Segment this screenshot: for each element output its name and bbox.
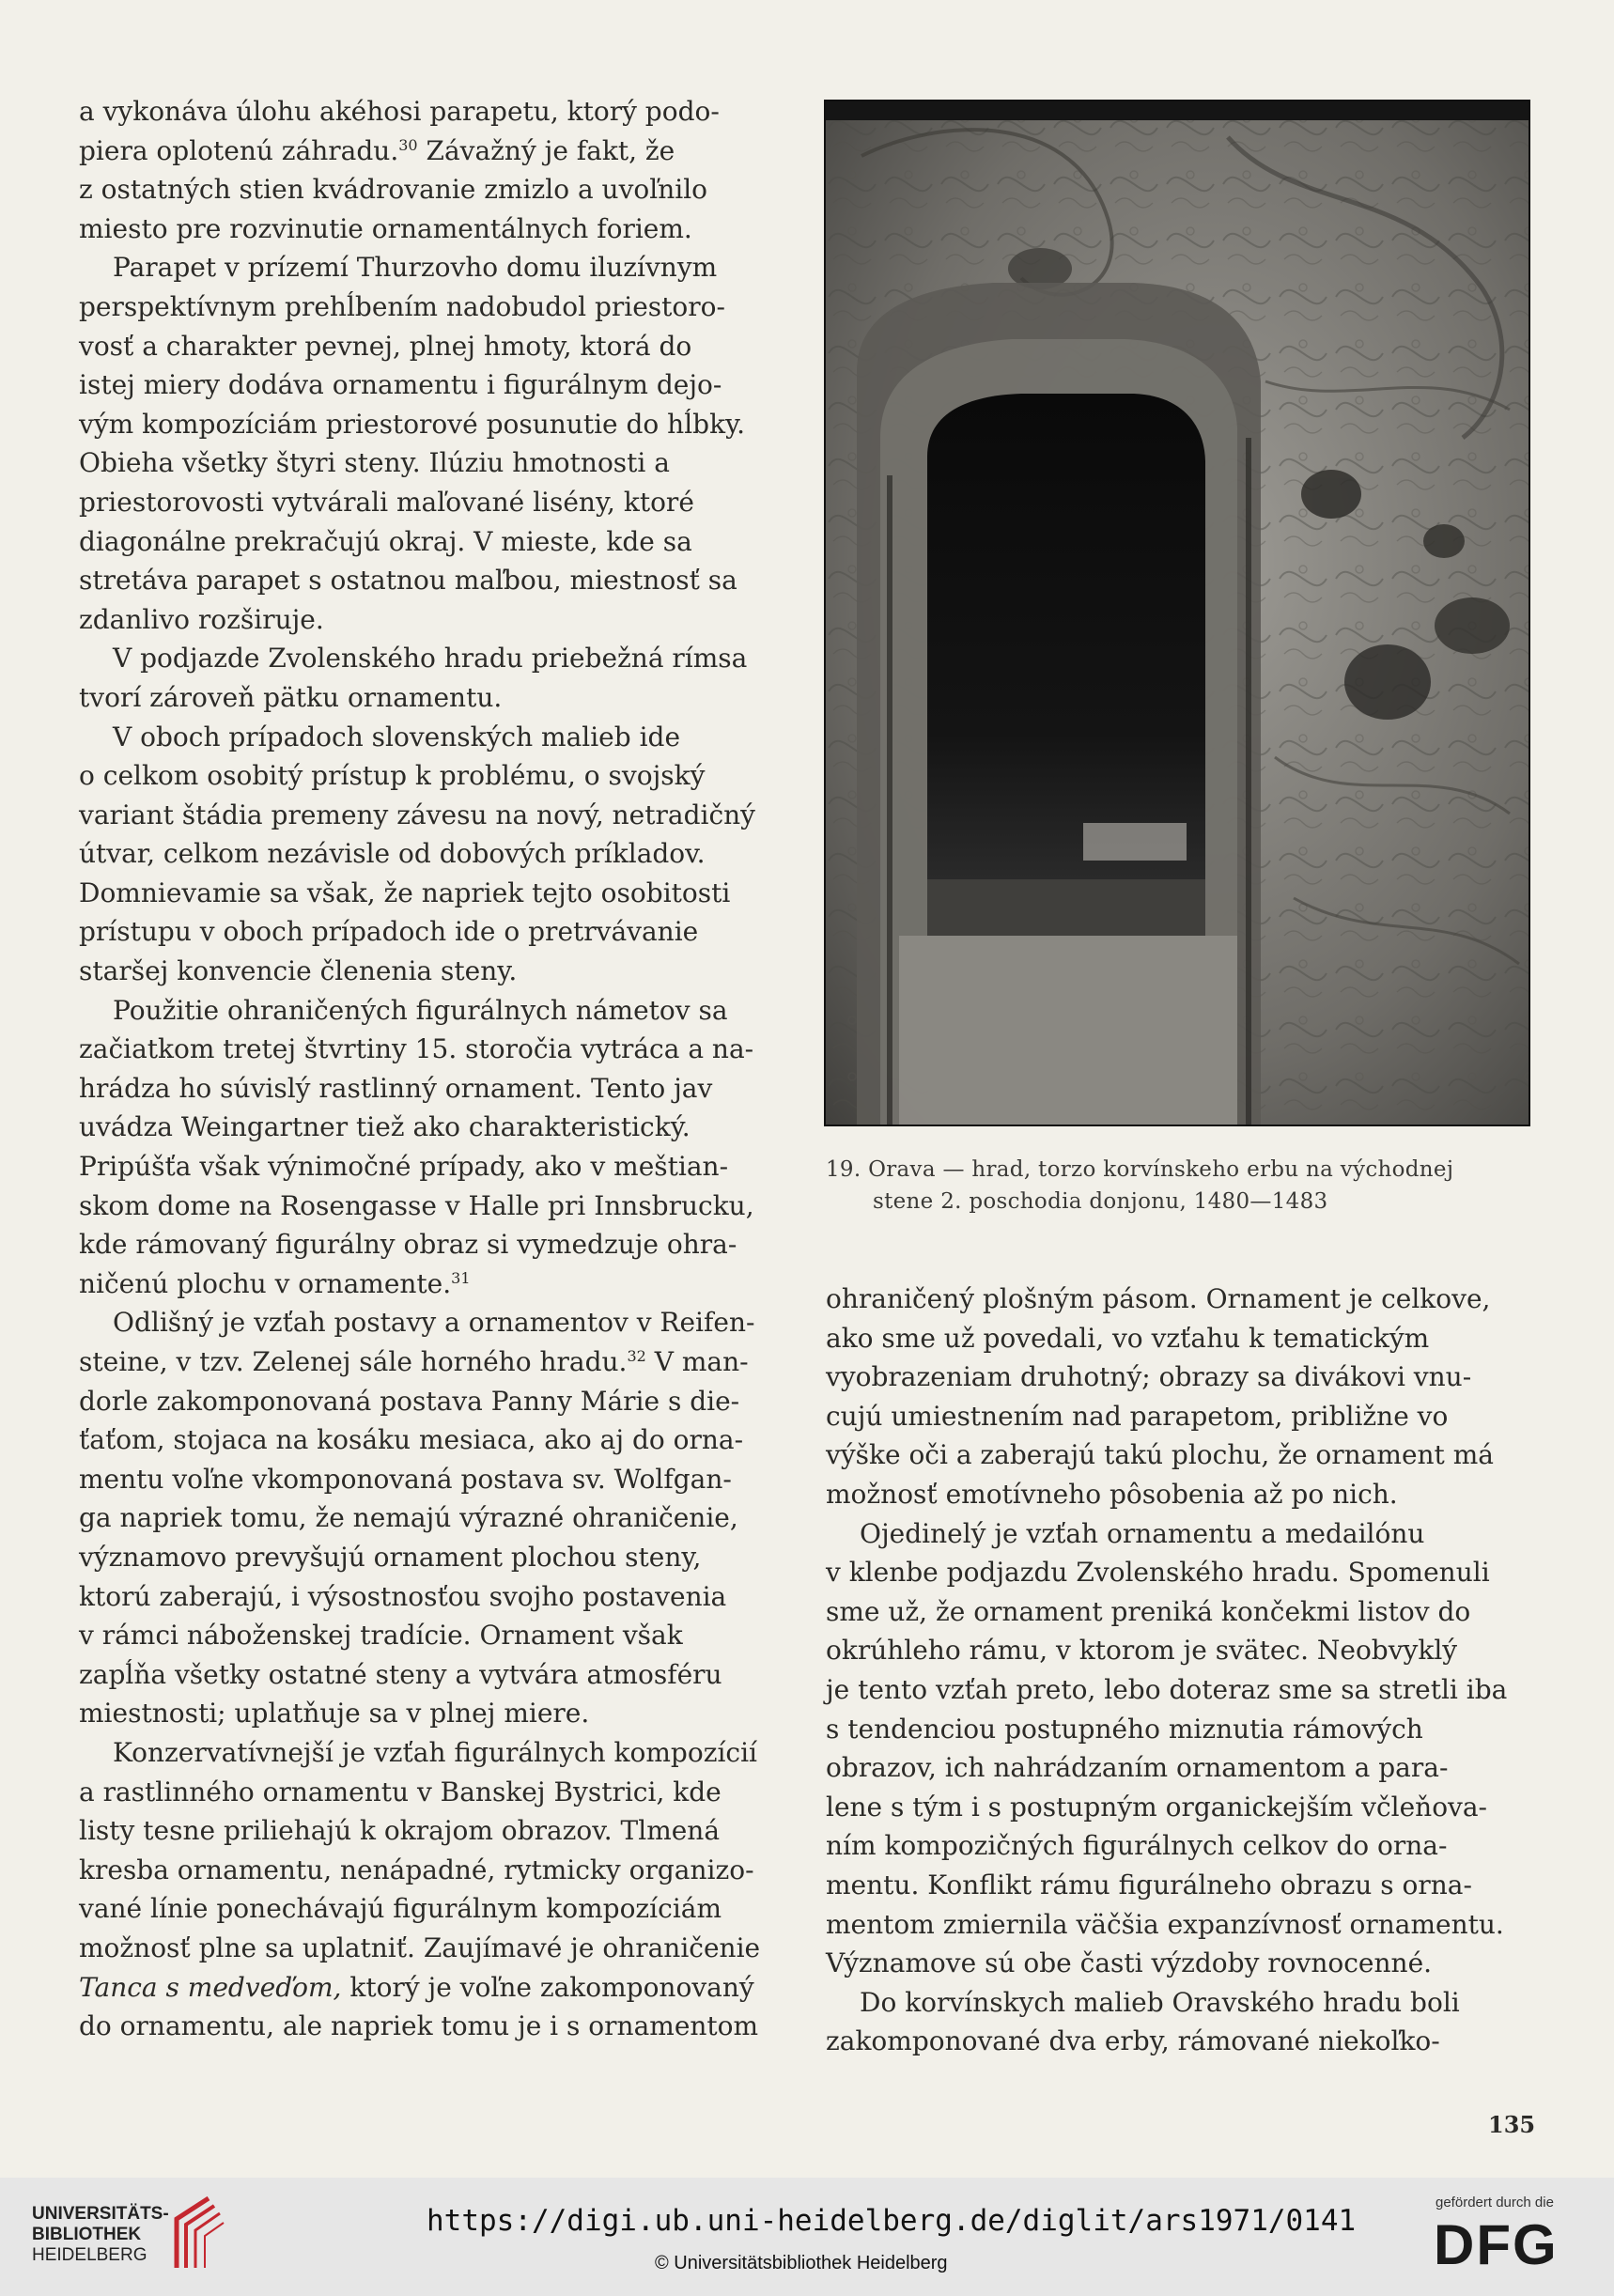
text-line: výške oči a zaberajú takú plochu, že ornament má	[826, 1439, 1494, 1471]
text-line: Významove sú obe časti výzdoby rovnocenné.	[826, 1947, 1433, 1979]
text-line: Domnievamie sa však, že napriek tejto osobitosti	[79, 877, 731, 908]
text-line: Pripúšťa však výnimočné prípady, ako v meštian-	[79, 1151, 729, 1183]
text-line: začiatkom tretej štvrtiny 15. storočia vytráca a na-	[79, 1033, 754, 1065]
text-line: okrúhleho rámu, v ktorom je svätec. Neobvyklý	[826, 1635, 1458, 1667]
text-line: V podjazde Zvolenského hradu priebežná rímsa	[113, 643, 748, 675]
text-line: listy tesne priliehajú k okrajom obrazov. Tlmená	[79, 1815, 721, 1847]
text-line: možnosť plne sa uplatniť. Zaujímavé je ohraničenie	[79, 1931, 761, 1963]
right-text-column	[826, 1280, 1531, 2061]
text-line: istej miery dodáva ornamentu i figurálnym dejo-	[79, 369, 722, 401]
text-line: obrazov, ich nahrádzaním ornamentom a para-	[826, 1752, 1449, 1784]
text-line: V man-	[645, 1346, 749, 1377]
text-line: V oboch prípadoch slovenských malieb ide	[113, 721, 681, 752]
artwork-title: Tanca s medveďom,	[79, 1971, 342, 2003]
text-line: ako sme už povedali, vo vzťahu k tematickým	[826, 1322, 1430, 1354]
text-line: prístupu v oboch prípadoch ide o pretrvávanie	[79, 916, 699, 948]
text-line: perspektívnym prehĺbením nadobudol priestoro-	[79, 290, 725, 322]
text-line: variant štádia premeny závesu na nový, netradičný	[79, 799, 755, 830]
text-line: miesto pre rozvinutie ornamentálnych foriem.	[79, 212, 692, 244]
text-line: hrádza ho súvislý rastlinný ornament. Tento jav	[79, 1072, 713, 1104]
top-edge	[824, 100, 1530, 120]
text-line: ťaťom, stojaca na kosáku mesiaca, ako aj do orna-	[79, 1424, 744, 1456]
text-line: vosť a charakter pevnej, plnej hmoty, ktorá do	[79, 330, 692, 362]
caption-line: 19. Orava — hrad, torzo korvínskeho erbu na východnej	[826, 1157, 1454, 1182]
text-line: v klenbe podjazdu Zvolenského hradu. Spomenuli	[826, 1557, 1490, 1589]
library-name-line: BIBLIOTHEK	[32, 2225, 142, 2244]
text-line: možnosť emotívneho pôsobenia až po nich.	[826, 1478, 1398, 1510]
text-line: Ojedinelý je vzťah ornamentu a medailónu	[860, 1517, 1425, 1549]
text-line: stretáva parapet s ostatnou maľbou, miestnosť sa	[79, 565, 737, 597]
text-line: mentom zmiernila väčšia expanzívnosť ornamentu.	[826, 1908, 1504, 1940]
library-name-line: HEIDELBERG	[32, 2245, 147, 2265]
text-line: mentu voľne vkomponovaná postava sv. Wolfgan-	[79, 1463, 732, 1495]
text-line: vané línie ponechávajú figurálnym kompozíciám	[79, 1893, 722, 1925]
paragraph	[826, 1514, 1531, 1983]
text-line: dorle zakomponovaná postava Panny Márie s die-	[79, 1385, 740, 1417]
copyright-notice: © Universitätsbibliothek Heidelberg	[655, 2253, 948, 2273]
paragraph	[79, 639, 782, 717]
footnote-ref: 30	[398, 135, 418, 154]
text-line: skom dome na Rosengasse v Halle pri Innsbrucku,	[79, 1189, 754, 1221]
text-line: staršej konvencie členenia steny.	[79, 955, 518, 987]
text-line: piera oplotenú záhradu.	[79, 134, 399, 166]
lower-wall	[899, 936, 1237, 1126]
text-line: zakomponované dva erby, rámované niekoľko-	[826, 2025, 1440, 2057]
text-line: Parapet v prízemí Thurzovho domu iluzívnym	[113, 252, 718, 284]
paragraph	[79, 92, 782, 248]
text-line: Použitie ohraničených figurálnych námetov sa	[113, 994, 728, 1026]
library-logo[interactable]	[32, 2204, 169, 2266]
text-line: vým kompozíciám priestorové posunutie do hĺbky.	[79, 408, 746, 440]
wall-painting-photo	[824, 100, 1530, 1126]
text-line: v rámci náboženskej tradície. Ornament však	[79, 1620, 683, 1652]
text-line: kresba ornamentu, nenápadné, rytmicky organizo-	[79, 1854, 754, 1885]
text-line: priestorovosti vytvárali maľované lisény, ktoré	[79, 486, 694, 518]
text-line: ním kompozičných figurálnych celkov do orna-	[826, 1830, 1448, 1862]
paragraph	[79, 248, 782, 639]
text-line: kde rámovaný figurálny obraz si vymedzuje ohra-	[79, 1229, 737, 1261]
text-line: Odlišný je vzťah postavy a ornamentov v Reifen-	[113, 1307, 755, 1339]
text-line: Konzervatívnejší je vzťah figurálnych kompozícií	[113, 1736, 757, 1768]
text-line: s tendenciou postupného miznutia rámových	[826, 1713, 1423, 1745]
text-line: do ornamentu, ale napriek tomu je i s ornamentom	[79, 2010, 759, 2042]
text-line: miestnosti; uplatňuje sa v plnej miere.	[79, 1698, 590, 1730]
footnote-ref: 31	[451, 1268, 471, 1287]
text-line: sme už, že ornament preniká končekmi listov do	[826, 1595, 1471, 1627]
text-line: uvádza Weingartner tiež ako charakteristický.	[79, 1111, 691, 1143]
text-line: útvar, celkom nezávisle od dobových príkladov.	[79, 838, 706, 870]
paragraph	[79, 991, 782, 1304]
text-line: zapĺňa všetky ostatné steny a vytvára atmosféru	[79, 1658, 722, 1690]
caption-line: stene 2. poschodia donjonu, 1480—1483	[873, 1189, 1328, 1214]
text-line: ktorý je voľne zakomponovaný	[341, 1971, 754, 2003]
text-line: zdanlivo rozširuje.	[79, 603, 324, 635]
paragraph	[79, 718, 782, 991]
text-line: Do korvínskych malieb Oravského hradu boli	[860, 1986, 1460, 2018]
text-line: ktorú zaberajú, i výsostnosťou svojho postavenia	[79, 1580, 727, 1612]
footnote-ref: 32	[627, 1347, 646, 1365]
figure-caption	[826, 1154, 1532, 1218]
text-line: ohraničený plošným pásom. Ornament je celkove,	[826, 1283, 1491, 1314]
library-name-line: UNIVERSITÄTS-	[32, 2204, 169, 2224]
paragraph	[79, 1303, 782, 1733]
text-line: významovo prevyšujú ornament plochou steny,	[79, 1541, 702, 1573]
paragraph	[826, 1983, 1531, 2061]
figure-photo	[824, 100, 1530, 1126]
library-emblem-icon	[167, 2193, 227, 2272]
left-text-column	[79, 92, 782, 2046]
text-line: tvorí zároveň pätku ornamentu.	[79, 681, 503, 713]
text-line: lene s tým i s postupným organickejším včleňova-	[826, 1791, 1488, 1823]
paragraph	[826, 1280, 1531, 1514]
text-line: a rastlinného ornamentu v Banskej Bystrici, kde	[79, 1776, 722, 1807]
door-opening	[927, 394, 1205, 879]
text-line: z ostatných stien kvádrovanie zmizlo a uvoľnilo	[79, 174, 708, 206]
text-line: a vykonáva úlohu akéhosi parapetu, ktorý podo-	[79, 96, 720, 127]
dfg-logo[interactable]: DFG	[1434, 2213, 1559, 2276]
text-line: ničenú plochu v ornamente.	[79, 1267, 452, 1299]
text-line: ga napriek tomu, že nemajú výrazné ohraničenie,	[79, 1502, 738, 1534]
text-line: mentu. Konflikt rámu figurálneho obrazu s orna-	[826, 1869, 1472, 1900]
text-line: je tento vzťah preto, lebo doteraz sme sa stretli iba	[826, 1673, 1508, 1705]
text-line: vyobrazeniam druhotný; obrazy sa divákovi vnu-	[826, 1361, 1472, 1393]
page-number: 135	[1488, 2111, 1536, 2138]
text-line: steine, v tzv. Zelenej sále horného hradu.	[79, 1346, 628, 1377]
text-line: Obieha všetky štyri steny. Ilúziu hmotnosti a	[79, 447, 670, 479]
text-line: diagonálne prekračujú okraj. V mieste, kde sa	[79, 525, 692, 557]
text-line: cujú umiestnením nad parapetom, približne vo	[826, 1400, 1449, 1432]
text-line: Závažný je fakt, že	[417, 134, 675, 166]
text-line: o celkom osobitý prístup k problému, o svojský	[79, 760, 706, 792]
funding-label: gefördert durch die	[1436, 2195, 1554, 2211]
permalink-url[interactable]: https://digi.ub.uni-heidelberg.de/diglit/ars1971/0141	[427, 2204, 1357, 2238]
paragraph	[79, 1733, 782, 2046]
sill	[927, 879, 1205, 936]
